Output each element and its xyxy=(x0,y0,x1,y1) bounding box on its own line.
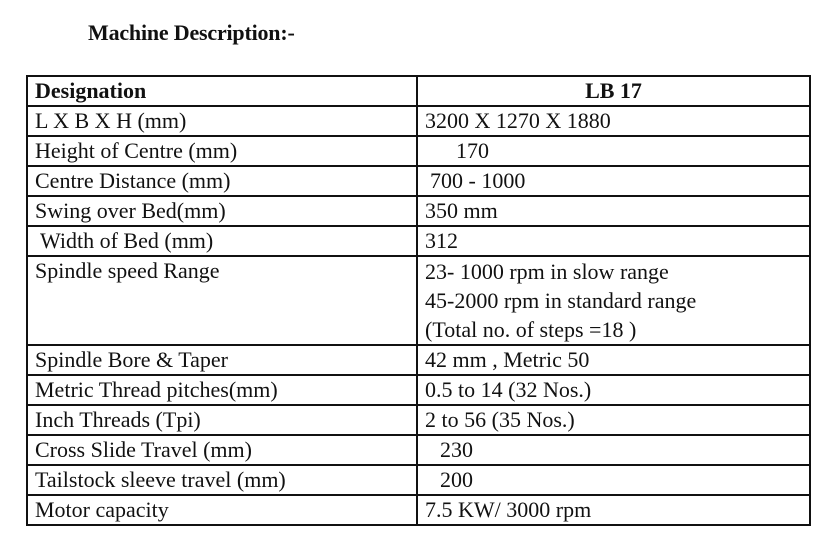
row-value: 700 - 1000 xyxy=(417,166,810,196)
row-label: Centre Distance (mm) xyxy=(27,166,417,196)
table-row xyxy=(27,106,810,136)
row-label: Swing over Bed(mm) xyxy=(27,196,417,226)
table-row xyxy=(27,136,810,166)
row-value: 200 xyxy=(417,465,810,495)
row-value: 3200 X 1270 X 1880 xyxy=(417,106,810,136)
row-label: Height of Centre (mm) xyxy=(27,136,417,166)
row-value: 2 to 56 (35 Nos.) xyxy=(417,405,810,435)
row-label: L X B X H (mm) xyxy=(27,106,417,136)
table-row xyxy=(27,465,810,495)
row-label: Metric Thread pitches(mm) xyxy=(27,375,417,405)
row-label: Spindle Bore & Taper xyxy=(27,345,417,375)
row-value: 350 mm xyxy=(417,196,810,226)
speed-range-standard: 45-2000 rpm in standard range xyxy=(425,288,697,313)
row-value: 42 mm , Metric 50 xyxy=(417,345,810,375)
table-row xyxy=(27,435,810,465)
header-value-cell: LB 17 xyxy=(417,76,810,106)
row-value: 7.5 KW/ 3000 rpm xyxy=(417,495,810,525)
machine-spec-table xyxy=(26,75,811,526)
row-label: Spindle speed Range xyxy=(27,256,417,345)
table-row xyxy=(27,226,810,256)
row-label: Cross Slide Travel (mm) xyxy=(27,435,417,465)
table-row xyxy=(27,196,810,226)
table-row xyxy=(27,345,810,375)
table-row-multiline xyxy=(27,256,810,345)
row-value: 312 xyxy=(417,226,810,256)
row-label: Tailstock sleeve travel (mm) xyxy=(27,465,417,495)
table-row xyxy=(27,405,810,435)
row-label: Inch Threads (Tpi) xyxy=(27,405,417,435)
header-label-cell: Designation xyxy=(27,76,417,106)
page-heading: Machine Description:- xyxy=(88,20,295,45)
row-value-multiline xyxy=(417,256,810,345)
row-value: 170 xyxy=(417,136,810,166)
row-value: 0.5 to 14 (32 Nos.) xyxy=(417,375,810,405)
row-value: 230 xyxy=(417,435,810,465)
table-row xyxy=(27,375,810,405)
row-label: Width of Bed (mm) xyxy=(27,226,417,256)
speed-steps-total: (Total no. of steps =18 ) xyxy=(425,317,637,342)
speed-range-slow: 23- 1000 rpm in slow range xyxy=(425,259,669,284)
table-header-row xyxy=(27,76,810,106)
table-row xyxy=(27,495,810,525)
table-row xyxy=(27,166,810,196)
row-label: Motor capacity xyxy=(27,495,417,525)
